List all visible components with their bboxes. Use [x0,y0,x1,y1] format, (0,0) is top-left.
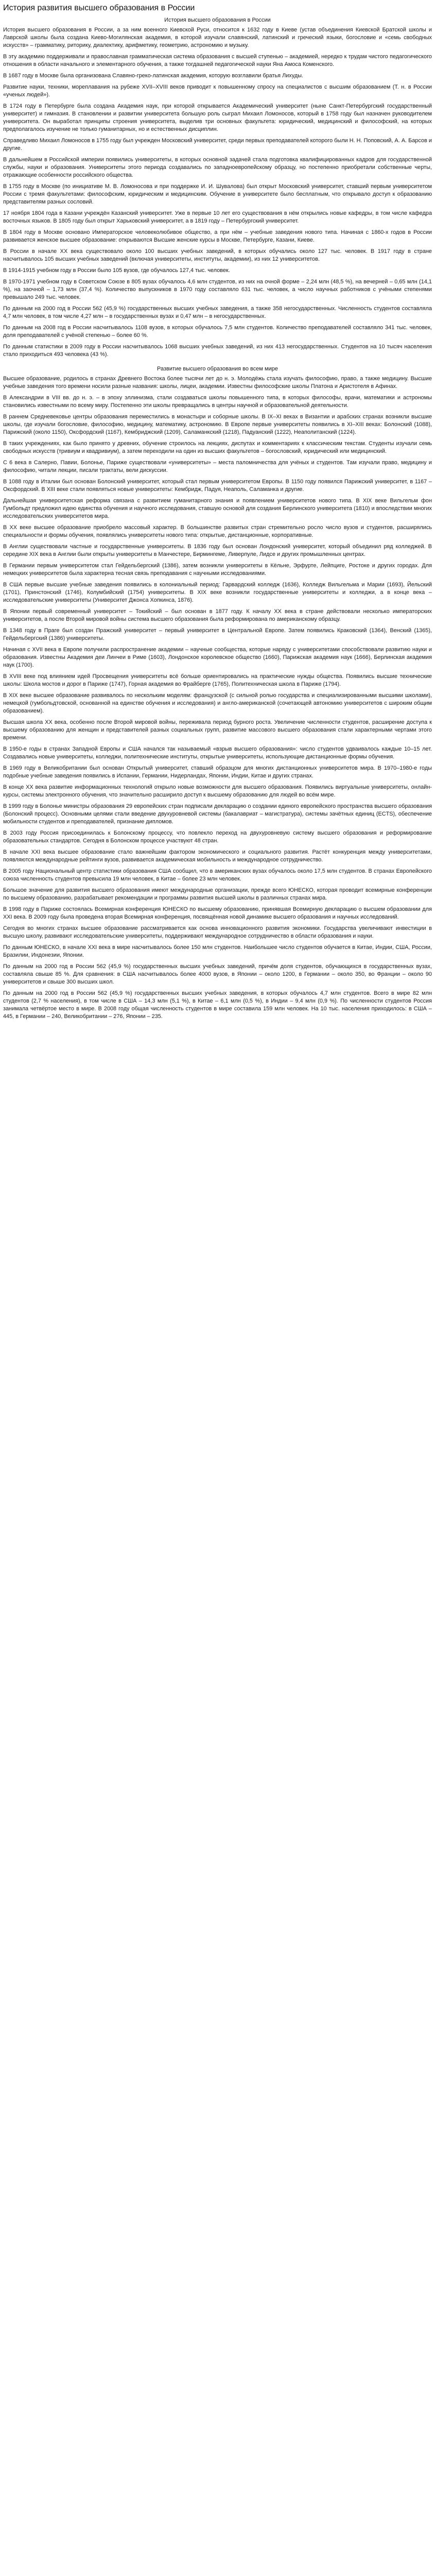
paragraph: В России в начале XX века существовало около 100 высших учебных заведений, в которых обучались около 127 тыс. человек. В 1917 году в стране насчитывалось 105 высших учебных заведений (включая университеты, институты, академии), из них 12 университетов. [3,248,432,262]
section-subtitle-world: Развитие высшего образования во всем мире [157,366,278,372]
paragraph: Сегодня во многих странах высшее образование рассматривается как основа инновационного развития экономики. Государства увеличивают инвестиции в высшую школу, развивают исследовательские университеты, поддерживают международное сотрудничество в области образования и науки. [3,925,432,939]
paragraph: С 6 века в Салерно, Павии, Болонье, Париже существовали «университеты» – места паломничества для учёных и студентов. Там изучали право, медицину и философию, читали лекции, писали трактаты, вели дискуссии. [3,460,432,473]
paragraph: Развитие науки, техники, мореплавания на рубеже XVII–XVIII веков приводит к повышенному спросу на специалистов с высшим образованием (Т. н. в России «ученых людей»). [3,84,432,98]
paragraph: В XX веке высшее образование приобрело массовый характер. В большинстве развитых стран стремительно росло число вузов и студентов, расширялись специальности и формы обучения, появлялись университеты нового типа: открытые, дистанционные, корпоративные. [3,524,432,538]
paragraph: В 1998 году в Париже состоялась Всемирная конференция ЮНЕСКО по высшему образованию, принявшая Всемирную декларацию о высшем образовании для XXI века. В 2009 году была проведена вторая Всемирная конференция, посвящённая новой динамике высшего образования и научных исследований. [3,906,432,920]
paragraph: По данным на 2000 год в России 562 (45,9 %) государственных высших учебных заведения, в которых обучалось 4,7 млн студентов. Всего в мире 82 млн студентов (2,7 % населения), в том числе в США – 14,3 млн (5,1 %), в Китае – 6,1 млн (0,5 %), в Индии – 9,4 млн (0,9 %). По численности студентов Россия занимала четвёртое место в мире. В 2008 году общая численность студентов в мире составила 159 млн человек. На 10 тыс. населения приходилось: в США – 445, в Германии – 240, Великобритании – 276, Японии – 235. [3,990,432,1020]
paragraph: В США первые высшие учебные заведения появились в колониальный период: Гарвардский колледж (1636), Колледж Вильгельма и Марии (1693), Йельский (1701), Принстонский (1746), Колумбийский (1754) университеты. В XIX веке возникли государственные университеты и колледжи, а в конце века – исследовательские университеты (Университет Джонса Хопкинса, 1876). [3,582,432,603]
paragraph: В 1348 году в Праге был создан Пражский университет – первый университет в Центральной Европе. Затем появились Краковский (1364), Венский (1365), Гейдельбергский (1386) университеты. [3,628,432,641]
paragraph: В 1969 году в Великобритании был основан Открытый университет, ставший образцом для многих дистанционных университетов мира. В 1970–1980-е годы подобные учебные заведения появились в Испании, Германии, Нидерландах, Японии, Индии, Китае и других странах. [3,765,432,779]
paragraph: В эту академию поддерживали и православная грамматическая система образования с высшей ступенью – академией, нередко к трудам чистого педагогического отношения в области начального и элементарного обучения, а также тогдашней педагогической науки Яна Амоса Коменского. [3,54,432,67]
paragraph: В Англии существовали частные и государственные университеты. В 1836 году был основан Лондонский университет, который объединил ряд колледжей. В середине XIX века в Англии были открыты университеты в Манчестере, Бирмингеме, Ливерпуле, Лидсе и других промышленных центрах. [3,544,432,557]
paragraph: В 1088 году в Италии был основан Болонский университет, который стал первым университетом Европы. В 1150 году появился Парижский университет, в 1167 – Оксфордский. В XIII веке стали появляться новые университеты: Кембридж, Падуя, Неаполь, Саламанка и другие. [3,479,432,493]
paragraph: В 1970-1971 учебном году в Советском Союзе в 805 вузах обучалось 4,6 млн студентов, из них на очной форме – 2,24 млн (48,5 %), на вечерней – 0,65 млн (14,1 %), на заочной – 1,73 млн (37,4 %). Количество выпускников в 1970 году составляло 631 тыс. человек, а число научных работников с учёными степенями превышало 249 тыс. человек. [3,279,432,300]
paragraph: В 1687 году в Москве была организована Славяно-греко-латинская академия, которую возглавили братья Лихуды. [3,73,304,79]
page-title: История развития высшего образования в России [3,4,195,12]
paragraph: В 1950-е годы в странах Западной Европы и США начался так называемый «взрыв высшего образования»: число студентов удваивалось каждые 10–15 лет. Создавались новые университеты, колледжи, политехнические институты, открытые университеты, использующие дистанционные формы обучения. [3,746,432,760]
paragraph: В 2005 году Национальный центр статистики образования США сообщил, что в американских вузах обучалось около 17,5 млн студентов. В странах Европейского союза численность студентов превысила 19 млн человек, в Китае – более 23 млн человек. [3,868,432,882]
paragraph: В дальнейшем в Российской империи появились университеты, в которых основной задачей стала подготовка квалифицированных кадров для государственной службы, науки и образования. Университеты этого периода создавались по западноевропейскому образцу, но постепенно приобретали собственные черты, отражающие особенности российского общества. [3,157,432,178]
paragraph: В XVIII веке под влиянием идей Просвещения университеты всё больше ориентировались на практические нужды общества. Появились высшие технические школы: Школа мостов и дорог в Париже (1747), Горная академия во Фрайберге (1765), Политехническая школа в Париже (1794). [3,673,432,687]
paragraph: Справедливо Михаил Ломоносов в 1755 году был учрежден Московский университет, среди первых преподавателей которого были Н. Н. Поповский, А. А. Барсов и другие. [3,138,432,151]
section-world-part-3 [3,375,432,642]
paragraph: В Александрии в VIII вв. до н. э. – в эпоху эллинизма, стали создаваться школы повышенного типа, в которых философы, врачи, математики и астрономы становились известными по всему миру. Постепенно эти школы превращались в центры научной и образовательной деятельности. [3,395,432,409]
paragraph: В Японии первый современный университет – Токийский – был основан в 1877 году. К началу XX века в стране действовали несколько императорских университетов, а после Второй мировой войны система высшего образования была реформирована по американскому образцу. [3,608,432,622]
paragraph: В конце XX века развитие информационных технологий открыло новые возможности для высшего образования. Появились виртуальные университеты, онлайн-курсы, системы электронного обучения, что значительно расширило доступ к высшему образованию для людей во всём мире. [3,784,432,798]
section-world-part-4 [3,646,432,1021]
paragraph: Высшее образование, родилось в странах Древнего Востока более тысячи лет до н. э. Молодёжь стала изучать философию, право, а также медицину. Высшие учебные заведения того времени носили разные названия: школы, лицеи, академии. Известны философские школы Платона и Аристотеля в Афинах. [3,376,432,389]
paragraph: В 1999 году в Болонье министры образования 29 европейских стран подписали декларацию о создании единого европейского пространства высшего образования (Болонский процесс). Основными целями стали введение двухуровневой системы (бакалавриат – магистратура), системы зачётных единиц (ECTS), обеспечение мобильности студентов и преподавателей, признание дипломов. [3,803,432,825]
paragraph: По данным на 2000 год в России 562 (45,9 %) государственных высших учебных заведений, причём доля студентов, обучающихся в государственных вузах, составляла свыше 85 %. Для сравнения: в США насчитывалось более 4000 вузов, в Японии – около 1200, в Германии – около 350, во Франции – около 90 университетов и свыше 300 высших школ. [3,963,432,985]
section-subtitle-russia: История высшего образования в России [164,17,271,23]
paragraph: В таких учреждениях, как было принято у древних, обучение строилось на лекциях, диспутах и комментариях к классическим текстам. Студенты изучали семь свободных искусств (тривиум и квадривиум), а затем переходили на один из высших факультетов – богословский, юридический или медицинский. [3,440,432,454]
section-russia-part-1 [3,26,432,225]
paragraph: Начиная с XVII века в Европе получили распространение академии – научные сообщества, которые наряду с университетами способствовали развитию науки и образования. Известны Академия деи Линчеи в Риме (1603), Лондонское королевское общество (1660), Парижская академия наук (1666), Берлинская академия наук (1700). [3,647,432,668]
paragraph: Большое значение для развития высшего образования имеют международные организации, прежде всего ЮНЕСКО, которая проводит всемирные конференции по высшему образованию, разрабатывает рекомендации и программы развития высшей школы в различных странах мира. [3,887,432,901]
paragraph: В начале XXI века высшее образование стало важнейшим фактором экономического и социального развития. Растёт конкуренция между университетами, появляются международные рейтинги вузов, развивается академическая мобильность и международное сотрудничество. [3,849,432,863]
paragraph: В 1724 году в Петербурге была создана Академия наук, при которой открывается Академический университет (ныне Санкт-Петербургский государственный университет) и гимназия. В становлении и развитии университета большую роль сыграл Михаил Ломоносов, который в 1758 году был назначен руководителем университета. Он выработал принципы строения университета, выделив три основных факультета: юридический, медицинский и философский, на которых предполагалось изучение не только гуманитарных, но и естественных дисциплин. [3,103,432,132]
paragraph: В 1914-1915 учебном году в России было 105 вузов, где обучалось 127,4 тыс. человек. [3,267,230,274]
paragraph: В XIX веке высшее образование развивалось по нескольким моделям: французской (с сильной ролью государства и специализированными высшими школами), немецкой (гумбольдтовской, основанной на единстве обучения и исследования) и англо-американской (сочетающей автономию университетов с широким общим образованием). [3,692,432,714]
paragraph: По данным ЮНЕСКО, в начале XXI века в мире насчитывалось более 150 млн студентов. Наибольшее число студентов обучается в Китае, Индии, США, России, Бразилии, Индонезии, Японии. [3,944,432,958]
section-russia-part-2 [3,229,432,359]
paragraph: Высшая школа XX века, особенно после Второй мировой войны, переживала период бурного роста. Увеличение численности студентов, расширение доступа к высшему образованию для женщин и представителей разных социальных групп, развитие массового высшего образования стали характерными чертами этого времени. [3,719,432,741]
paragraph: В раннем Средневековье центры образования переместились в монастыри и соборные школы. В IX–XI веках в Византии и арабских странах возникли высшие школы, где изучали богословие, философию, медицину, математику, астрономию. В Европе первые университеты появились в XI–XIII веках: Болонский (1088), Парижский (около 1150), Оксфордский (1167), Кембриджский (1209), Саламанкский (1218), Падуанский (1222), Неаполитанский (1224). [3,414,432,435]
paragraph: Дальнейшая университетская реформа связана с развитием гуманитарного знания и появлением университетов нового типа. В XIX веке Вильгельм фон Гумбольдт предложил идею единства обучения и научного исследования, ставшую основой для создания Берлинского университета (1810) и впоследствии многих исследовательских университетов мира. [3,498,432,519]
paragraph: История высшего образования в России, а за ним военного Киевской Руси, относится к 1632 году в Киеве (устав объединения Киевской Братской школы и Лаврской школы была создана Киево-Могилянская академия, в которой изучали славянский, латинский и греческий языки, богословие и «семь свободных искусств» – грамматику, риторику, диалектику, арифметику, геометрию, астрономию и музыку. [3,27,432,48]
paragraph: В 1755 году в Москве (по инициативе М. В. Ломоносова и при поддержке И. И. Шувалова) был открыт Московский университет, ставший первым университетом России с тремя факультетами: философским, юридическим и медицинским. Обучение в университете было бесплатным, что открывало доступ к образованию представителям разных сословий. [3,183,432,205]
paragraph: В Германии первым университетом стал Гейдельбергский (1386), затем возникли университеты в Кёльне, Эрфурте, Лейпциге, Ростоке и других городах. Для немецких университетов была характерна тесная связь преподавания с научными исследованиями. [3,563,432,577]
paragraph: 17 ноября 1804 года в Казани учреждён Казанский университет. Уже в первые 10 лет его существования в нём открылись новые кафедры, в том числе кафедра восточных языков. В 1805 году был открыт Харьковский университет, а в 1819 году – Петербургский университет. [3,210,432,224]
paragraph: В 2003 году Россия присоединилась к Болонскому процессу, что повлекло переход на двухуровневую систему высшего образования и реформирование образовательных стандартов. Сегодня в Болонском процессе участвуют 48 стран. [3,830,432,844]
paragraph: По данным на 2000 год в России 562 (45,9 %) государственных высших учебных заведения, а также 358 негосударственных. Численность студентов составляла 4,7 млн человек, в том числе 4,27 млн – в государственных вузах и 0,47 млн – в негосударственных. [3,306,432,319]
paragraph: По данным статистики в 2009 году в России насчитывалось 1068 высших учебных заведений, из них 413 негосударственных. Студентов на 10 тысяч населения стало приходиться 493 человека (43 %). [3,344,432,358]
document-page [0,0,436,1021]
paragraph: В 1804 году в Москве основано Императорское человеколюбивое общество, а при нём – учебные заведения нового типа. Начиная с 1860-х годов в России развивается женское высшее образование: открываются Высшие женские курсы в Москве, Петербурге, Казани, Киеве. [3,229,432,243]
paragraph: По данным на 2008 год в России насчитывалось 1108 вузов, в которых обучалось 7,5 млн студентов. Количество преподавателей составляло 341 тыс. человек, доля преподавателей с учёной степенью – более 60 %. [3,325,432,338]
